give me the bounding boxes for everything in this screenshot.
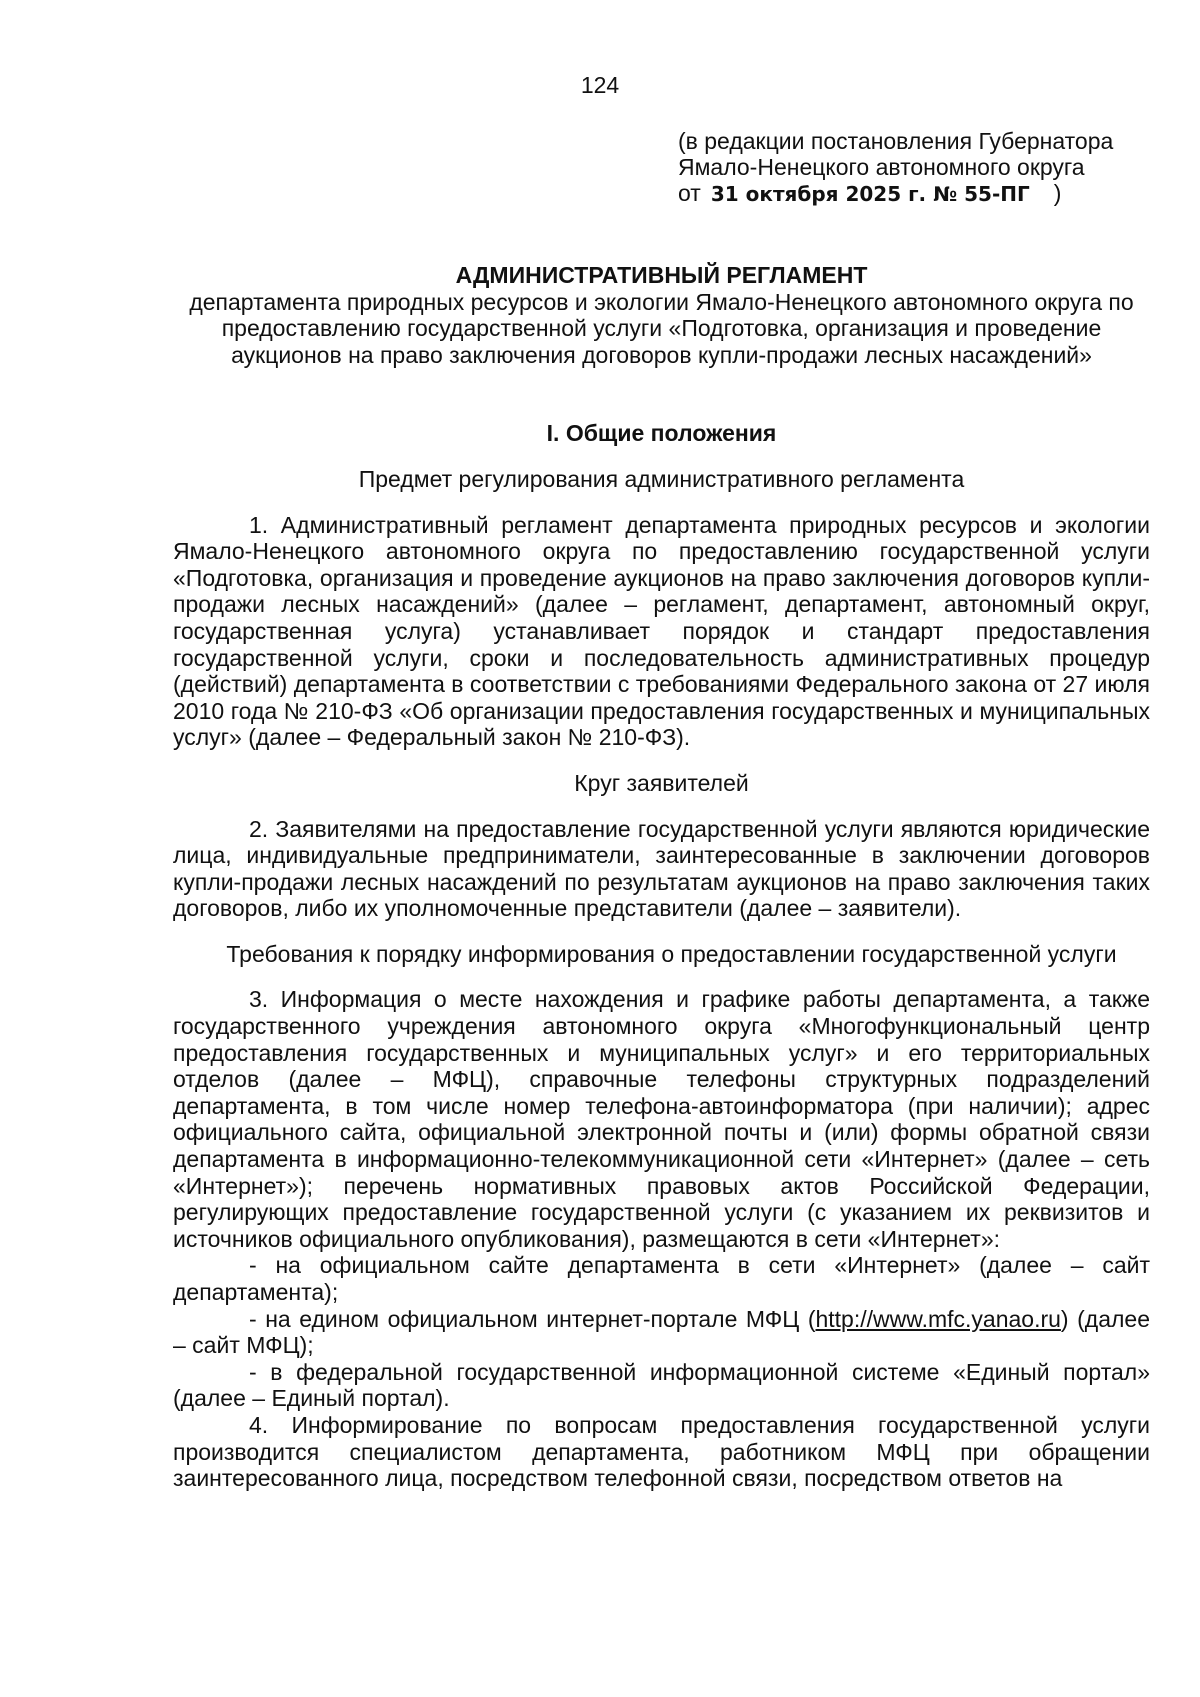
list-item-department-site: - на официальном сайте департамента в сети «Интернет» (далее – сайт департамента);: [173, 1252, 1150, 1305]
mfc-portal-link[interactable]: http://www.mfc.yanao.ru: [815, 1305, 1061, 1332]
section-title: I. Общие положения: [546, 420, 777, 447]
document-body: [173, 262, 1150, 1492]
list-item-mfc-text-after: ) (далее – сайт МФЦ);: [173, 1305, 1150, 1359]
list-item-mfc-portal: [173, 1306, 1150, 1359]
subsection-heading-informing: Требования к порядку информирования о предоставлении государственной услуги: [226, 940, 1117, 967]
paragraph-3: 3. Информация о месте нахождения и графике работы департамента, а также государственного учреждения автономного округа «Многофункциональный центр предоставления государственных и муниципальных услуг» и его территориальных отделов (далее – МФЦ), справочные телефоны структурных подразделений департамента, в том числе номер телефона-автоинформатора (при наличии); адрес официального сайта, официальной электронной почты и (или) формы обратной связи департамента в информационно-телекоммуникационной сети «Интернет» (далее – сеть «Интернет»); перечень нормативных правовых актов Российской Федерации, регулирующих предоставление государственной услуги (с указанием их реквизитов и источников официального опубликования), размещаются в сети «Интернет»:: [173, 986, 1150, 1252]
page-number: 124: [580, 72, 620, 98]
edition-line-3: [678, 180, 1178, 207]
paragraph-4: 4. Информирование по вопросам предоставления государственной услуги производится специалистом департамента, работником МФЦ при обращении заинтересованного лица, посредством телефонной связи, посредством ответов на: [173, 1411, 1150, 1492]
edition-close: ): [1053, 180, 1062, 206]
list-item-unified-portal: - в федеральной государственной информационной системе «Единый портал» (далее – Единый портал).: [173, 1358, 1150, 1412]
edition-prefix: от: [678, 180, 701, 206]
edition-line-1: (в редакции постановления Губернатора: [678, 128, 1114, 154]
list-item-mfc-text-before: - на едином официальном интернет-портале МФЦ (: [249, 1305, 816, 1332]
document-subtitle: департамента природных ресурсов и экологии Ямало-Ненецкого автономного округа по предоставлению государственной услуги «Подготовка, организация и проведение аукционов на право заключения договоров купли-продажи лесных насаждений»: [189, 288, 1134, 368]
document-title: АДМИНИСТРАТИВНЫЙ РЕГЛАМЕНТ: [455, 262, 868, 288]
subsection-heading-regulation-subject: Предмет регулирования административного регламента: [358, 465, 965, 492]
paragraph-2: 2. Заявителями на предоставление государственной услуги являются юридические лица, индивидуальные предприниматели, заинтересованные в заключении договоров купли-продажи лесных насаждений по результатам аукционов на право заключения таких договоров, либо их уполномоченные представители (далее – заявители).: [173, 815, 1150, 922]
paragraph-1: 1. Административный регламент департамента природных ресурсов и экологии Ямало-Ненецкого автономного округа по предоставлению государственной услуги «Подготовка, организация и проведение аукционов на право заключения договоров купли-продажи лесных насаждений» (далее – регламент, департамент, автономный округ, государственная услуга) устанавливает порядок и стандарт предоставления государственной услуги, сроки и последовательность административных процедур (действий) департамента в соответствии с требованиями Федерального закона от 27 июля 2010 года № 210-ФЗ «Об организации предоставления государственных и муниципальных услуг» (далее – Федеральный закон № 210-ФЗ).: [173, 511, 1150, 751]
edition-note: [678, 128, 1178, 207]
subsection-heading-applicants: Круг заявителей: [574, 769, 749, 796]
edition-date-number: 31 октября 2025 г. № 55-ПГ: [710, 182, 1030, 206]
edition-line-2: Ямало-Ненецкого автономного округа: [678, 154, 1085, 180]
